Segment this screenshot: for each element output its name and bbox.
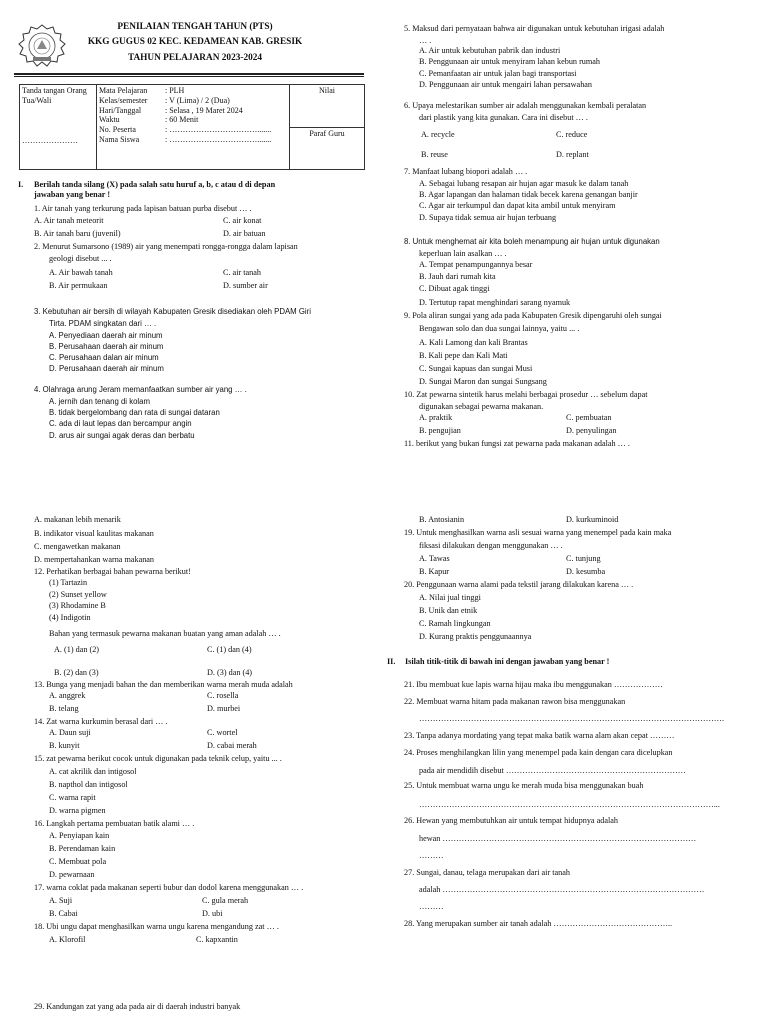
q12-option-b[interactable]: B. (2) dan (3) (54, 668, 99, 677)
question-4: 4. Olahraga arung Jeram memanfaatkan sumber air yang … . (34, 385, 247, 394)
q10-option-c[interactable]: C. pembuatan (566, 413, 612, 422)
q2-option-a[interactable]: A. Air bawah tanah (49, 268, 113, 277)
q19-option-a[interactable]: A. Tawas (419, 554, 450, 563)
q19-option-d[interactable]: D. kesumba (566, 567, 606, 576)
q5-option-a[interactable]: A. Air untuk kebutuhan pabrik dan industri (419, 46, 561, 55)
q13-option-c[interactable]: C. rosella (207, 691, 239, 700)
question-29: 29. Kandungan zat yang ada pada air di daerah industri banyak (34, 1002, 241, 1011)
question-1: 1. Air tanah yang terkurung pada lapisan batuan purba disebut … . (34, 204, 252, 213)
header-title: PENILAIAN TENGAH TAHUN (PTS) (117, 22, 273, 32)
essay-25-blank[interactable]: ………………………………………………………………………………………………... (419, 800, 720, 809)
q8-option-d[interactable]: D. Tertutup rapat menghindari sarang nyamuk (419, 298, 571, 307)
q12-item-2: (2) Sunset yellow (49, 590, 107, 599)
q16-option-d[interactable]: D. pewarnaan (49, 870, 95, 879)
q11-option-d[interactable]: D. mempertahankan warna makanan (34, 555, 155, 564)
q17-option-c[interactable]: C. gula merah (202, 896, 249, 905)
q15-option-d[interactable]: D. warna pigmen (49, 806, 106, 815)
question-15: 15. zat pewarna berikut cocok untuk digunakan pada teknik celup, yaitu ... . (34, 754, 282, 763)
q14-option-d[interactable]: D. cabai merah (207, 741, 257, 750)
question-12: 12. Perhatikan berbagai bahan pewarna berikut! (34, 567, 191, 576)
q5-option-c[interactable]: C. Pemanfaatan air untuk jalan bagi transportasi (419, 69, 577, 78)
q3-option-b[interactable]: B. Perusahaan daerah air minum (49, 342, 164, 351)
q10-option-a[interactable]: A. praktik (419, 413, 453, 422)
section1-title: Berilah tanda silang (X) pada salah satu huruf a, b, c atau d di depan (34, 180, 276, 189)
q14-option-a[interactable]: A. Daun suji (49, 728, 91, 737)
q5-option-d[interactable]: D. Penggunaan air untuk mengairi lahan persawahan (419, 80, 593, 89)
left-column-top (18, 180, 366, 200)
essay-21: 21. Ibu membuat kue lapis warna hijau maka ibu menggunakan ……………… (404, 680, 663, 689)
essay-22: 22. Membuat warna hitam pada makanan rawon bisa menggunakan (404, 697, 626, 706)
question-19-cont: fiksasi dilakukan dengan menggunakan … . (419, 541, 563, 550)
q20-option-b[interactable]: B. Unik dan etnik (419, 606, 478, 615)
question-11: 11. berikut yang bukan fungsi zat pewarna pada makanan adalah … . (404, 439, 630, 448)
q19-option-b[interactable]: B. Kapur (419, 567, 450, 576)
question-3-cont: Tirta. PDAM singkatan dari … . (49, 319, 157, 328)
q9-option-a[interactable]: A. Kali Lamong dan kali Brantas (419, 338, 528, 347)
q20-option-c[interactable]: C. Ramah lingkungan (419, 619, 491, 628)
essay-24: 24. Proses menghilangkan lilin yang menempel pada kain dengan cara dicelupkan (404, 748, 673, 757)
q2-option-b[interactable]: B. Air permukaan (49, 281, 108, 290)
value-participant-no: : ……………………………....... (165, 125, 272, 134)
q19-option-c[interactable]: C. tunjung (566, 554, 601, 563)
question-16: 16. Langkah pertama pembuatan batik alami … . (34, 819, 195, 828)
q9-option-d[interactable]: D. Sungai Maron dan sungai Sungsang (419, 377, 547, 386)
label-participant-no: No. Peserta (99, 125, 136, 134)
value-student-name: : ……………………………....... (165, 134, 272, 144)
label-subject: Mata Pelajaran (99, 86, 148, 95)
teacher-sign-label: Paraf Guru (309, 129, 345, 138)
essay-26-blank-2[interactable]: ……… (419, 851, 444, 860)
question-13: 13. Bunga yang menjadi bahan the dan memberikan warna merah muda adalah (34, 680, 293, 689)
label-class: Kelas/semester (99, 95, 148, 105)
essay-27-blank[interactable]: adalah …………………………………………………………………………………… (419, 885, 705, 894)
value-date: : Selasa , 19 Maret 2024 (165, 105, 243, 115)
section2-number: II. (387, 657, 396, 666)
q11-option-c[interactable]: C. mengawetkan makanan (34, 542, 121, 551)
q11-option-b[interactable]: B. indikator visual kaulitas makanan (34, 529, 154, 538)
q1-option-a[interactable]: A. Air tanah meteorit (34, 216, 104, 225)
q3-option-d[interactable]: D. Perusahaan daerah air minum (49, 364, 164, 373)
score-box (290, 85, 365, 128)
question-8: 8. Untuk menghemat air kita boleh menampung air hujan untuk digunakan (404, 237, 660, 246)
q4-option-b[interactable]: B. tidak bergelombang dan rata di sungai dataran (49, 408, 220, 417)
essay-22-blank[interactable]: …………………………………………………………………………………………………. (419, 714, 724, 723)
q7-option-a[interactable]: A. Sebagai lubang resapan air hujan agar masuk ke dalam tanah (419, 179, 629, 188)
q10-option-b[interactable]: B. pengujian (419, 426, 461, 435)
q2-option-c[interactable]: C. air tanah (223, 268, 261, 277)
question-2-cont: geologi disebut ... . (49, 254, 112, 263)
q8-option-b[interactable]: B. Jauh dari rumah kita (419, 272, 496, 281)
q14-option-b[interactable]: B. kunyit (49, 741, 80, 750)
school-logo (17, 24, 67, 70)
q12-option-a[interactable]: A. (1) dan (2) (54, 645, 100, 654)
q17-option-a[interactable]: A. Suji (49, 896, 73, 905)
header-rule (14, 73, 364, 77)
question-2: 2. Menurut Sumarsono (1989) air yang menempati rongga-rongga dalam lapisan (34, 242, 298, 251)
q2-option-d[interactable]: D. sumber air (223, 281, 268, 290)
q6-option-a[interactable]: A. recycle (421, 130, 455, 139)
q3-option-a[interactable]: A. Penyediaan daerah air minum (49, 331, 163, 340)
q16-option-b[interactable]: B. Perendaman kain (49, 844, 116, 853)
q14-option-c[interactable]: C. wortel (207, 728, 238, 737)
question-10-cont: digunakan sebagai pewarna makanan. (419, 402, 544, 411)
header-year: TAHUN PELAJARAN 2023-2024 (127, 53, 263, 63)
q12-option-d[interactable]: D. (3) dan (4) (207, 668, 253, 677)
q4-option-c[interactable]: C. ada di laut lepas dan bercampur angin (49, 419, 192, 428)
student-info-table (19, 84, 365, 170)
q1-option-b[interactable]: B. Air tanah baru (juvenil) (34, 229, 121, 238)
question-9: 9. Pola aliran sungai yang ada pada Kabupaten Gresik dipengaruhi oleh sungai (404, 311, 662, 320)
q4-option-d[interactable]: D. arus air sungai agak deras dan berbatu (49, 431, 195, 440)
teacher-sign-box (290, 128, 365, 170)
q4-option-a[interactable]: A. jernih dan tenang di kolam (49, 397, 150, 406)
q9-option-c[interactable]: C. Sungai kapuas dan sungai Musi (419, 364, 533, 373)
question-6-cont: dari plastik yang kita gunakan. Cara ini disebut … . (419, 113, 588, 122)
value-class: : V (Lima) / 2 (Dua) (165, 95, 230, 105)
q18-option-d[interactable]: D. kurkuminoid (566, 515, 619, 524)
section2-title: Isilah titik-titik di bawah ini dengan jawaban yang benar ! (405, 657, 610, 666)
q6-option-d[interactable]: D. replant (556, 150, 589, 159)
label-time: Waktu (99, 115, 120, 125)
q9-option-b[interactable]: B. Kali pepe dan Kali Mati (419, 351, 508, 360)
question-5: 5. Maksud dari pernyataan bahwa air digunakan untuk kebutuhan irigasi adalah (404, 24, 665, 33)
question-18: 18. Ubi ungu dapat menghasilkan warna ungu karena mengandung zat … . (34, 922, 279, 931)
q10-option-d[interactable]: D. penyulingan (566, 426, 617, 435)
q13-option-b[interactable]: B. telang (49, 704, 79, 713)
q7-option-b[interactable]: B. Agar lapangan dan halaman tidak becek karena genangan banjir (419, 190, 638, 199)
question-17: 17. warna coklat pada makanan seperti bubur dan dodol karena menggunakan … . (34, 883, 304, 892)
label-date: Hari/Tanggal (99, 105, 142, 115)
essay-23: 23. Tanpa adanya mordating yang tepat maka batik warna alam akan cepat ……… (404, 731, 675, 740)
q12-item-4: (4) Indigotin (49, 613, 91, 622)
question-10: 10. Zat pewarna sintetik harus melahi berbagai prosedur … sebelum dapat (404, 390, 648, 399)
q6-option-c[interactable]: C. reduce (556, 130, 588, 139)
essay-28: 28. Yang merupakan sumber air tanah adalah …………………………………….. (404, 919, 673, 928)
score-label: Nilai (319, 86, 335, 95)
value-time: : 60 Menit (165, 115, 199, 125)
q17-option-b[interactable]: B. Cabai (49, 909, 78, 918)
parent-sign-line: ………………… (22, 135, 78, 145)
q7-option-d[interactable]: D. Supaya tidak semua air hujan terbuang (419, 213, 557, 222)
q15-option-c[interactable]: C. warna rapit (49, 793, 96, 802)
question-9-cont: Bengawan solo dan dua sungai lainnya, yaitu ... . (419, 324, 580, 333)
q1-option-c[interactable]: C. air konat (223, 216, 262, 225)
section1-title-cont: jawaban yang benar ! (34, 190, 111, 199)
essay-27: 27. Sungai, danau, telaga merupakan dari air tanah (404, 868, 570, 877)
question-3: 3. Kebutuhan air bersih di wilayah Kabupaten Gresik disediakan oleh PDAM Giri (34, 307, 311, 316)
q20-option-d[interactable]: D. Kurang praktis penggunaannya (419, 632, 532, 641)
q15-option-b[interactable]: B. napthol dan intigosol (49, 780, 128, 789)
q6-option-b[interactable]: B. reuse (421, 150, 448, 159)
q5-option-b[interactable]: B. Penggunaan air untuk menyiram lahan kebun rumah (419, 57, 600, 66)
q18-option-c[interactable]: C. kapxantin (196, 935, 238, 944)
q1-option-d[interactable]: D. air batuan (223, 229, 266, 238)
q16-option-a[interactable]: A. Penyiapan kain (49, 831, 110, 840)
header-group: KKG GUGUS 02 KEC. KEDAMEAN KAB. GRESIK (87, 37, 303, 47)
q18-option-a[interactable]: A. Klorofil (49, 935, 86, 944)
q7-option-c[interactable]: C. Agar air terkumpul dan dapat kita ambil untuk menyiram (419, 201, 616, 210)
essay-26: 26. Hewan yang membutuhkan air untuk tempat hidupnya adalah (404, 816, 618, 825)
question-14: 14. Zat warna kurkumin berasal dari … . (34, 717, 168, 726)
question-8-cont: keperluan lain asalkan … . (419, 249, 507, 258)
essay-26-blank[interactable]: hewan ………………………………………………………………………………… (419, 834, 697, 843)
label-student-name: Nama Siswa (99, 134, 140, 144)
q17-option-d[interactable]: D. ubi (202, 909, 223, 918)
q15-option-a[interactable]: A. cat akrilik dan intigosol (49, 767, 137, 776)
section1-number: I. (18, 180, 24, 189)
value-subject: : PLH (165, 86, 185, 95)
question-19: 19. Untuk menghasilkan warna asli sesuai warna yang menempel pada kain maka (404, 528, 672, 537)
q11-option-a[interactable]: A. makanan lebih menarik (34, 515, 121, 524)
q12-item-3: (3) Rhodamine B (49, 601, 106, 610)
essay-25: 25. Untuk membuat warna ungu ke merah muda bisa menggunakan buah (404, 781, 644, 790)
question-6: 6. Upaya melestarikan sumber air adalah menggunakan kembali peralatan (404, 101, 647, 110)
q8-option-c[interactable]: C. Dibuat agak tinggi (419, 284, 490, 293)
q3-option-c[interactable]: C. Perusahaan dalan air minum (49, 353, 159, 362)
q12-option-c[interactable]: C. (1) dan (4) (207, 645, 252, 654)
q12-item-1: (1) Tartazin (49, 578, 88, 587)
q16-option-c[interactable]: C. Membuat pola (49, 857, 107, 866)
parent-sign-label: Tanda tangan Orang Tua/Wali (22, 86, 87, 105)
question-7: 7. Manfaat lubang biopori adalah … . (404, 167, 528, 176)
question-20: 20. Penggunaan warna alami pada tekstil jarang dilakukan karena … . (404, 580, 634, 589)
essay-27-blank-2[interactable]: ……… (419, 902, 444, 911)
q13-option-a[interactable]: A. anggrek (49, 691, 86, 700)
q8-option-a[interactable]: A. Tempat penampungannya besar (419, 260, 533, 269)
q20-option-a[interactable]: A. Nilai jual tinggi (419, 593, 481, 602)
essay-24-blank[interactable]: pada air mendidih disebut ………………………………………………………… (419, 766, 686, 775)
q13-option-d[interactable]: D. murbei (207, 704, 241, 713)
question-5-cont: … . (419, 36, 432, 45)
q18-option-b[interactable]: B. Antosianin (419, 515, 465, 524)
question-12-ask: Bahan yang termasuk pewarna makanan buatan yang aman adalah … . (49, 629, 281, 638)
